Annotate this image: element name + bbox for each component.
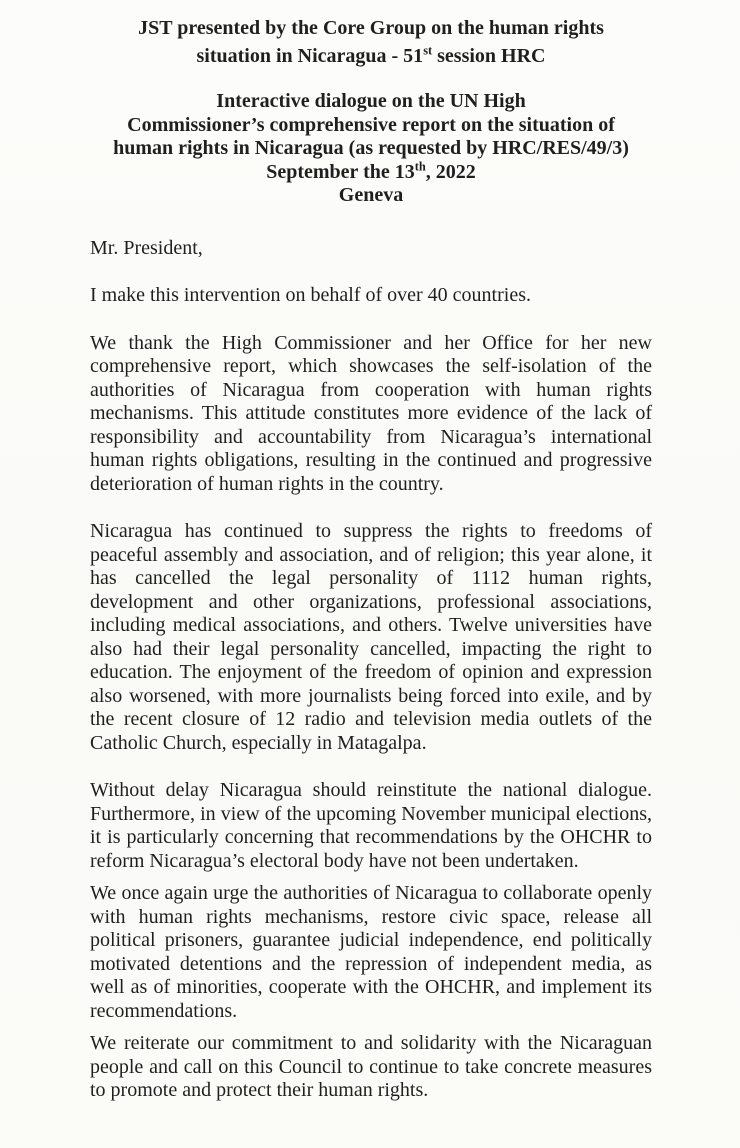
document-title	[90, 14, 652, 70]
salutation: Mr. President,	[90, 236, 203, 259]
subtitle-line-2: Commissioner’s comprehensive report on the situation of	[127, 113, 615, 136]
paragraph-intervention: I make this intervention on behalf of over 40 countries.	[90, 284, 531, 306]
title-line-1: JST presented by the Core Group on the human rights	[138, 17, 604, 39]
subtitle-line-1: Interactive dialogue on the UN High	[216, 90, 526, 112]
paragraph-solidarity: We reiterate our commitment to and solidarity with the Nicaraguan people and call on this Council to continue to take concrete measures to promote and protect their human rights.	[90, 1032, 652, 1101]
title-line-2	[90, 42, 652, 70]
paragraph-thank-high-commissioner: We thank the High Commissioner and her Office for her new comprehensive report, which showcases the self-isolation of the authorities of Nicaragua from cooperation with human rights mechanisms. This attitude constitutes more evidence of the lack of responsibility and accountability from Nicaragua’s international human rights obligations, resulting in the continued and progressive deterioration of human rights in the country.	[90, 331, 652, 495]
document-body	[90, 237, 652, 1103]
date-suffix: , 2022	[425, 160, 476, 183]
document-location: Geneva	[338, 184, 404, 206]
paragraph-urge-authorities: We once again urge the authorities of Nicaragua to collaborate openly with human rights mechanisms, restore civic space, release all political prisoners, guarantee judicial independence, end politically motivated detentions and the repression of independent media, as well as of minorities, cooperate with the OHCHR, and implement its recommendations.	[90, 882, 652, 1022]
subtitle-line-3: human rights in Nicaragua (as requested by HRC/RES/49/3)	[113, 137, 629, 159]
title-line-2-text: situation in Nicaragua - 51	[196, 45, 424, 67]
document-date	[90, 158, 652, 185]
session-ordinal-superscript: st	[423, 43, 433, 58]
document-subtitle	[90, 90, 652, 208]
paragraph-suppression-of-rights: Nicaragua has continued to suppress the rights to freedoms of peaceful assembly and association, and of religion; this year alone, it has cancelled the legal personality of 1112 human rights, development and other organizations, professional associations, including medical associations, and others. Twelve universities have also had their legal personality cancelled, impacting the right to education. The enjoyment of the freedom of opinion and expression also worsened, with more journalists being forced into exile, and by the recent closure of 12 radio and television media outlets of the Catholic Church, especially in Matagalpa.	[90, 520, 652, 754]
document-header	[90, 14, 652, 208]
date-text: September the 13	[266, 160, 415, 183]
paragraph-national-dialogue: Without delay Nicaragua should reinstitute the national dialogue. Furthermore, in view of the upcoming November municipal elections, it is particularly concerning that recommendations by the OHCHR to reform Nicaragua’s electoral body have not been undertaken.	[90, 779, 652, 872]
date-ordinal-superscript: th	[414, 158, 426, 173]
title-line-2-suffix: session HRC	[432, 45, 546, 67]
